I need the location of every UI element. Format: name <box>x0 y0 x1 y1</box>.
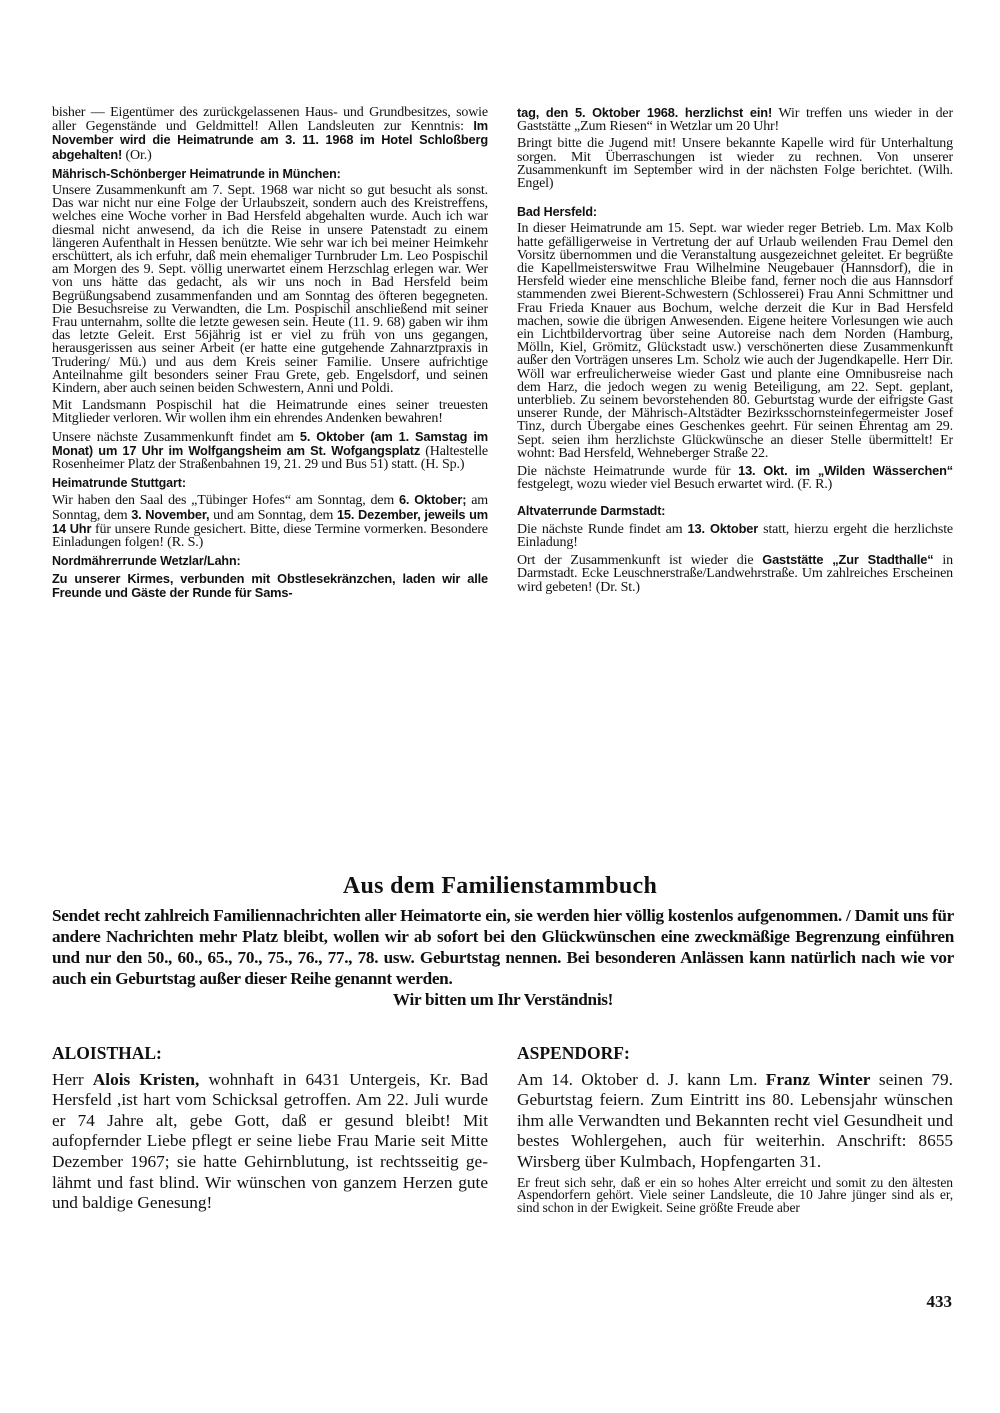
bold-text: 15. Dezember, jeweils um 14 Uhr <box>52 506 488 536</box>
text-run: statt, hierzu ergeht die herzlichste Einladung! <box>517 521 953 550</box>
text-run: Unsere Zusammenkunft am 7. Sept. 1968 war nicht so gut besucht als sonst. Das war nicht nur eine Folge der Urlaubszeit, sondern auch des Kreistreffens, welches eine Woche vorher in Bad Hersfeld abgehalten wurde. Auch ich war diesmal nicht anwesend, da ich die Reise in unsere Patenstadt zu einem längeren Aufenthalt in Hessen benützte. Wie sehr war ich bei meiner Heimkehr erschüttert, als ich erfuhr, daß mein ehemaliger Turnbruder Lm. Leo Pospischil am Morgen des 9. Sept. völlig unerwartet einem Herzschlag erlegen war. Wer von uns hätte das gedacht, als wir uns noch in Bad Hersfeld beim Begrüßungsabend zusammenfanden und am Sonntag des öfteren begegneten. Die Besuchsreise zu Verwandten, die Lm. Pospischil anschließend mit seiner Frau unternahm, sollte die letzte gewesen sein. Heute (11. 9. 68) gaben wir ihm das letzte Geleit. Erst 56jährig ist er viel zu früh von uns gegangen, herausgerissen aus seiner Arbeit (er hatte eine gutgehende Zahnarztpraxis in Trudering/ Mü.) und aus dem Kreis seiner Familie. Unsere aufrichtige Anteilnahme gilt besonders seiner Frau Grete, geb. Engelsdorf, und seinen Kindern, aber auch seinen beiden Schwestern, Anni und Poldi. <box>52 183 488 397</box>
aloisthal-entry <box>52 1043 488 1218</box>
bold-text: Zu unserer Kirmes, verbunden mit Obstlesekränzchen, laden wir alle Freunde und Gäste der Runde für Sams- <box>52 570 488 600</box>
paragraph <box>52 106 488 162</box>
bold-text: tag, den 5. Oktober 1968. herzlichst ein! <box>517 105 773 120</box>
bold-text: 6. Oktober; <box>398 492 467 508</box>
section-heading: Nordmährerrunde Wetzlar/Lahn: <box>52 554 241 569</box>
paragraph <box>517 222 953 460</box>
right-column <box>517 106 953 598</box>
text-run: Ort der Zusammenkunft ist wieder die <box>517 553 763 569</box>
bold-text: 13. Okt. im „Wilden Wässerchen“ <box>738 463 953 479</box>
text-run: (Haltestelle Rosenheimer Platz der Straßenbahnen 19, 21. 29 und Bus 51) statt. (H. Sp.) <box>52 443 488 473</box>
text-run: Wir treffen uns wieder in der Gaststätte „Zum Riesen“ in Wetzlar um 20 Uhr! <box>517 106 953 135</box>
text-run: Die nächste Heimatrunde wurde für <box>517 464 739 480</box>
section-heading: Heimatrunde Stuttgart: <box>52 476 186 491</box>
text-run: In dieser Heimatrunde am 15. Sept. war wieder reger Betrieb. Lm. Max Kolb hatte gefälligerweise in Vertretung der auf Urlaub weilenden Frau Demel den Vorsitz übernommen und die Veranstaltung ausgezeichnet geleitet. Er begrüßte die Kapellmeisterswitwe Frau Wilhelmine Neugebauer (Hannsdorf), die in Hersfeld wieder eine menschliche Bleibe fand, ferner noch die aus Hannsdorf stammenden zwei Bierent-Schwestern (Schlosserei) Frau Anni Schmittner und Frau Frieda Knauer aus Bochum, welche derzeit die Kur in Bad Hersfeld machen, sowie die übrigen Anwesenden. Eigene heitere Vorlesungen wie auch ein Lichtbildervortrag über seine Autoreise nach dem Norden (Hamburg, Mölln, Kiel, Grömitz, Glückstadt usw.) verschönerten diese Zusammenkunft außer den Vorträgen unseres Lm. Scholz wie auch der Jugendkapelle. Herr Dir. Wöll war erfreulicherweise wieder Gast und plante eine Omnibusreise nach dem Harz, die jedoch wegen zu wenig Beteiligung, am 22. Sept. geplant, unterblieb. Zu seinem bevorstehenden 80. Geburtstag wurde der eifrigste Gast unserer Runde, der Mährisch-Altstädter Bezirksschornsteinfegermeister Josef Tinz, durch Übergabe eines Geschenkes geehrt. Für seinen Ehrentag am 29. Sept. seien ihm herzlichste Glückwünsche an dieser Stelle übermittelt! Er wohnt: Bad Hersfeld, Wehneberger Straße 22. <box>517 221 953 461</box>
bold-text: Im November wird die Heimatrunde am 3. 11. 1968 im Hotel Schloßberg abgehalten! <box>52 118 488 162</box>
section-heading: Altvaterrunde Darmstadt: <box>517 504 666 519</box>
place-heading: ASPENDORF: <box>517 1043 630 1063</box>
text-run: Wir haben den Saal des „Tübinger Hofes“ am Sonntag, dem <box>52 493 399 509</box>
paragraph <box>517 464 953 491</box>
intro-text: Sendet recht zahlreich Familiennachrichten aller Heimatorte ein, sie werden hier völlig kostenlos aufgenommen. / Damit uns für andere Nachrichten mehr Platz bleibt, wollen wir ab sofort bei den Glückwünschen eine zweckmäßige Begrenzung einführen und nur den 50., 60., 65., 70., 75., 76., 77., 78. usw. Geburtstag nennen. Bei besonderen Anlässen kann natürlich nach wie vor auch ein Geburtstag außer dieser Reihe genannt werden. <box>52 906 954 988</box>
bold-text: Alois Kristen, <box>92 1069 200 1089</box>
text-run: in Darmstadt. Ecke Leuschnerstraße/Landwehrstraße. Um zahlreiches Erscheinen wird gebeten! (Dr. St.) <box>517 553 953 595</box>
text-run: Bringt bitte die Jugend mit! Unsere bekannte Kapelle wird für Unterhaltung sorgen. Mit Überraschungen ist wieder zu rechnen. Von unserer Zusammenkunft im September wird in der nächsten Folge berichtet. (Wilh. Engel) <box>517 136 953 192</box>
text-run: Die nächste Runde findet am <box>517 521 688 537</box>
place-heading: ALOISTHAL: <box>52 1043 162 1063</box>
family-section-title: Aus dem Familienstammbuch <box>342 873 658 899</box>
text-run: wohnhaft in 6431 Untergeis, Kr. Bad Hersfeld ,ist hart vom Schicksal getroffen. Am 22. Juli wurde er 74 Jahre alt, gebe Gott, daß er gesund bleibt! Mit aufopfernder Liebe pflegt er seine liebe Frau Marie seit Mitte Dezember 1967; sie hatte Gehirnblutung, ist rechtsseitig gelähmt und fast blind. Wir wünschen von ganzem Herzen gute und baldige Genesung! <box>52 1069 489 1213</box>
paragraph <box>52 399 488 425</box>
paragraph <box>52 493 488 549</box>
bold-text: 13. Oktober <box>687 520 759 536</box>
text-run: Herr <box>52 1069 93 1089</box>
text-run: Unsere nächste Zusammenkunft findet am <box>52 429 300 445</box>
bold-text: 3. November, <box>131 506 210 522</box>
text-run: bisher — Eigentümer des zurückgelassenen Haus- und Grundbesitzes, sowie aller Gegenstände und Geldmittel! Allen Landsleuten zur Kenntnis: <box>52 105 488 135</box>
text-run: Am 14. Oktober d. J. kann Lm. <box>517 1069 766 1089</box>
text-run: (Or.) <box>122 147 152 163</box>
text-run: am Sonntag, dem <box>52 493 488 523</box>
bold-text: 5. Oktober (am 1. Samstag im Monat) um 17 Uhr im Wolfgangsheim am St. Wofgangsplatz <box>52 428 488 458</box>
bold-text: Gaststätte „Zur Stadthalle“ <box>762 552 934 568</box>
family-section-intro <box>52 905 954 1010</box>
text-run: für unsere Runde gesichert. Bitte, diese Termine vormerken. Besondere Einladungen folgen! (R. S.) <box>52 521 488 551</box>
left-column <box>52 106 488 604</box>
paragraph <box>52 1070 488 1214</box>
paragraph <box>517 553 953 594</box>
paragraph <box>517 1174 953 1216</box>
paragraph <box>52 184 488 395</box>
paragraph <box>517 137 953 190</box>
paragraph <box>52 430 488 472</box>
text-run: festgelegt, wozu wieder viel Besuch erwartet wird. (F. R.) <box>517 477 833 493</box>
page-number: 433 <box>926 1292 952 1311</box>
section-heading: Bad Hersfeld: <box>517 205 597 220</box>
paragraph <box>517 1070 953 1173</box>
paragraph <box>517 106 953 133</box>
text-run: und am Sonntag, dem <box>209 507 337 523</box>
section-heading: Mährisch-Schönberger Heimatrunde in München: <box>52 166 341 181</box>
paragraph <box>517 522 953 549</box>
bold-text: Franz Winter <box>765 1069 871 1089</box>
paragraph <box>52 572 488 600</box>
intro-closing: Wir bitten um Ihr Verständnis! <box>392 990 614 1009</box>
text-run: seinen 79. Geburtstag feiern. Zum Eintritt ins 80. Lebensjahr wünschen ihm alle Verwandten und Bekannten recht viel Gesundheit und bestes Wohlergehen, auch für weiterhin. Anschrift: 8655 Wirsberg über Kulmbach, Hopfengarten 31. <box>517 1069 954 1171</box>
text-run: Er freut sich sehr, daß er ein so hohes Alter erreicht und somit zu den ältesten Aspendorfern gehört. Viele seiner Landsleute, die 10 Jahre jünger sind als er, sind schon in der Ewigkeit. Seine größte Freude aber <box>517 1174 953 1216</box>
aspendorf-entry <box>517 1043 953 1219</box>
text-run: Mit Landsmann Pospischil hat die Heimatrunde eines seiner treuesten Mitglieder verloren. Wir wollen ihm ein ehrendes Andenken bewahren! <box>52 398 488 427</box>
